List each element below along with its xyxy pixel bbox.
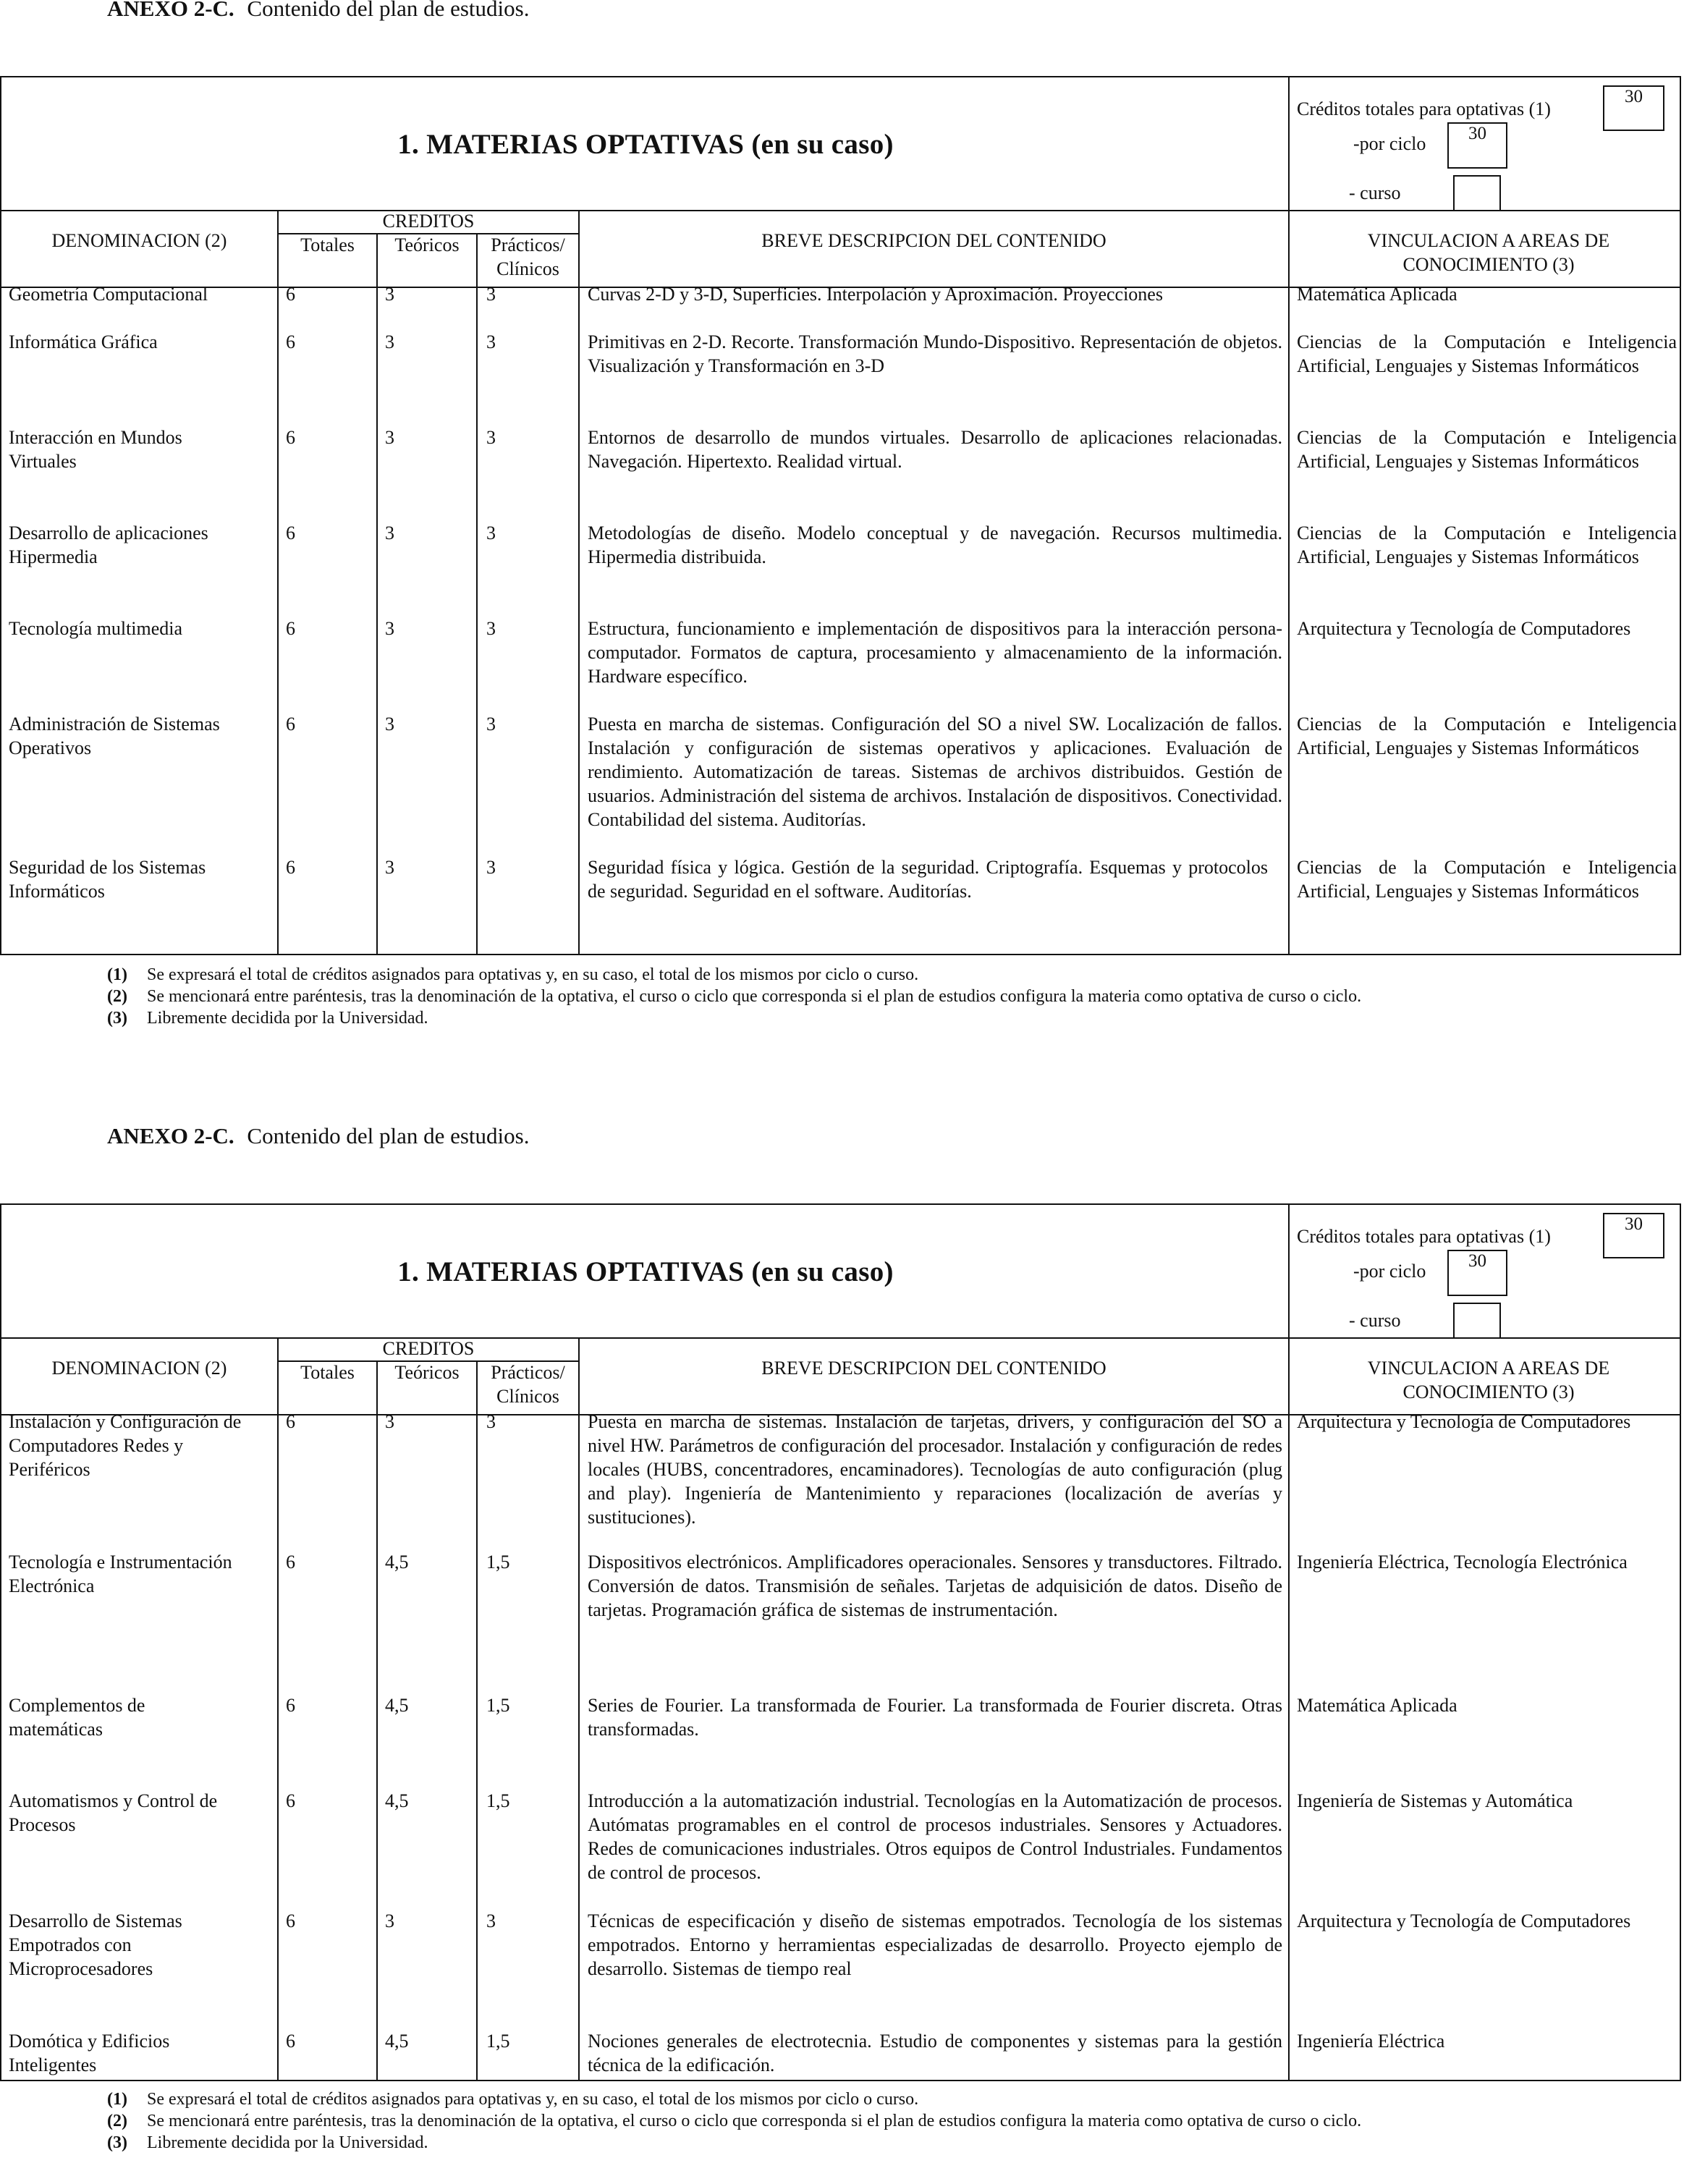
row-description: Dispositivos electrónicos. Amplificadores operacionales. Sensores y transductores. Filtrado. Conversión de datos. Transmisión de señales. Tarjetas de adquisición de datos. Diseño de tarjetas. Programación gráfica de sistemas de instrumentación. [588,1552,1282,1620]
header-name: DENOMINACION (2) [51,230,227,251]
divider-practice [578,1337,580,2080]
row-total: 6 [286,331,295,352]
credits-total-box: 30 [1603,1213,1664,1258]
footnotes [107,964,1627,1029]
footnotes [107,2088,1627,2154]
footnote-mark: (2) [107,2112,127,2130]
annex-label: ANEXO 2-C. [107,1123,234,1148]
row-description: Seguridad física y lógica. Gestión de la seguridad. Criptografía. Esquemas y protocolos de seguridad. Seguridad en el software. Auditorías. [588,857,1268,902]
row-areas: Ciencias de la Computación e Inteligencia Artificial, Lenguajes y Sistemas Informáticos [1297,427,1677,472]
row-total: 6 [286,1910,295,1931]
footnote-text: Se expresará el total de créditos asignados para optativas y, en su caso, el total de los mismos por ciclo o curso. [147,965,919,984]
row-practice: 3 [486,857,496,878]
divider-total [376,1360,378,2080]
header-credits: CREDITOS [382,211,475,232]
optional-subjects-table [0,1203,1681,2081]
footnote-mark: (1) [107,965,127,984]
page-title: 1. MATERIAS OPTATIVAS (en su caso) [397,1256,894,1287]
row-name: Informática Gráfica [9,331,158,352]
annex-heading [107,1123,529,1149]
row-total: 6 [286,1411,295,1432]
header-theory: Teóricos [394,1362,460,1383]
per-cycle-box: 30 [1447,122,1507,169]
row-name: Domótica y Edificios Inteligentes [9,2031,170,2075]
row-areas: Ciencias de la Computación e Inteligencia Artificial, Lenguajes y Sistemas Informáticos [1297,522,1677,567]
row-theory: 4,5 [385,1552,409,1573]
header-credits: CREDITOS [382,1338,475,1359]
footnote [107,2132,1627,2154]
divider-total [376,233,378,954]
row-practice: 1,5 [486,2031,510,2052]
row-practice: 1,5 [486,1695,510,1716]
row-total: 6 [286,1790,295,1811]
footnote [107,2110,1638,2132]
footnote-mark: (3) [107,2133,127,2152]
row-name: Desarrollo de Sistemas Empotrados con Microprocesadores [9,1910,182,1979]
page-title: 1. MATERIAS OPTATIVAS (en su caso) [397,129,894,160]
row-name: Interacción en Mundos Virtuales [9,427,182,472]
header-areas: VINCULACION A AREAS DE CONOCIMIENTO (3) [1367,1358,1610,1402]
footnote-text: Libremente decidida por la Universidad. [147,1009,428,1028]
row-description: Primitivas en 2-D. Recorte. Transformación Mundo-Dispositivo. Representación de objetos. Visualización y Transformación en 3-D [588,331,1282,376]
footnote-mark: (2) [107,987,127,1006]
row-areas: Ingeniería Eléctrica [1297,2031,1445,2052]
footnote [107,986,1638,1007]
row-theory: 4,5 [385,2031,409,2052]
row-theory: 4,5 [385,1790,409,1811]
divider-name [277,1337,279,2080]
header-description: BREVE DESCRIPCION DEL CONTENIDO [761,1358,1107,1379]
row-theory: 3 [385,714,394,735]
row-theory: 4,5 [385,1695,409,1716]
divider-right-block [1288,1205,1290,2080]
row-total: 6 [286,2031,295,2052]
row-description: Estructura, funcionamiento e implementación de dispositivos para la interacción persona-computador. Formatos de captura, procesamiento y almacenamiento de la información. Hardware específico. [588,618,1282,687]
header-practice: Prácticos/ Clínicos [491,234,565,279]
row-areas: Matemática Aplicada [1297,1695,1457,1716]
per-course-label: - curso [1349,182,1401,203]
per-cycle-label: -por ciclo [1353,133,1426,154]
row-practice: 3 [486,1411,496,1432]
header-practice: Prácticos/ Clínicos [491,1362,565,1407]
credits-total-label: Créditos totales para optativas (1) [1297,98,1551,119]
row-total: 6 [286,284,295,305]
row-areas: Arquitectura y Tecnología de Computadores [1297,1411,1631,1432]
divider-practice [578,210,580,954]
footnote [107,964,1627,986]
row-total: 6 [286,1695,295,1716]
row-theory: 3 [385,1910,394,1931]
row-practice: 3 [486,427,496,448]
footnote-text: Se mencionará entre paréntesis, tras la denominación de la optativa, el curso o ciclo que corresponda si el plan de estudios configura la materia como optativa de curso o ciclo. [147,2112,1362,2130]
row-areas: Ciencias de la Computación e Inteligencia Artificial, Lenguajes y Sistemas Informáticos [1297,714,1677,758]
row-description: Nociones generales de electrotecnia. Estudio de componentes y sistemas para la gestión técnica de la edificación. [588,2031,1282,2075]
row-description: Introducción a la automatización industrial. Tecnologías en la Automatización de procesos. Autómatas programables en el control de procesos industriales. Sensores y Actuadores. Redes de comunicaciones industriales. Otros equipos de Control Industriales. Fundamentos de control de procesos. [588,1790,1282,1883]
row-name: Complementos de matemáticas [9,1695,145,1740]
row-total: 6 [286,427,295,448]
row-areas: Ingeniería Eléctrica, Tecnología Electrónica [1297,1552,1628,1573]
row-areas: Ciencias de la Computación e Inteligencia Artificial, Lenguajes y Sistemas Informáticos [1297,331,1677,376]
header-areas: VINCULACION A AREAS DE CONOCIMIENTO (3) [1367,230,1610,275]
row-areas: Arquitectura y Tecnología de Computadores [1297,618,1631,639]
optional-subjects-table [0,76,1681,955]
row-theory: 3 [385,522,394,543]
row-name: Instalación y Configuración de Computadores Redes y Periféricos [9,1411,242,1480]
row-theory: 3 [385,618,394,639]
credits-total-label: Créditos totales para optativas (1) [1297,1226,1551,1247]
row-practice: 3 [486,284,496,305]
row-name: Automatismos y Control de Procesos [9,1790,218,1835]
row-practice: 3 [486,331,496,352]
header-separator [1,1337,1680,1339]
row-description: Curvas 2-D y 3-D, Superficies. Interpolación y Aproximación. Proyecciones [588,284,1163,305]
row-total: 6 [286,1552,295,1573]
row-practice: 1,5 [486,1790,510,1811]
credits-total-box: 30 [1603,85,1664,131]
header-total: Totales [300,1362,355,1383]
row-total: 6 [286,857,295,878]
row-practice: 3 [486,522,496,543]
footnote-mark: (3) [107,1009,127,1028]
row-name: Geometría Computacional [9,284,208,305]
row-practice: 1,5 [486,1552,510,1573]
row-theory: 3 [385,857,394,878]
divider-theory [476,233,478,954]
row-name: Desarrollo de aplicaciones Hipermedia [9,522,208,567]
row-description: Series de Fourier. La transformada de Fourier. La transformada de Fourier discreta. Otras transformadas. [588,1695,1282,1740]
header-theory: Teóricos [394,234,460,255]
row-total: 6 [286,618,295,639]
row-practice: 3 [486,618,496,639]
row-name: Tecnología e Instrumentación Electrónica [9,1552,232,1596]
row-areas: Ciencias de la Computación e Inteligencia Artificial, Lenguajes y Sistemas Informáticos [1297,857,1677,902]
row-description: Puesta en marcha de sistemas. Configuración del SO a nivel SW. Localización de fallos. Instalación y configuración de sistemas operativos y aplicaciones. Evaluación de rendimiento. Automatización de tareas. Sistemas de archivos distribuidos. Gestión de usuarios. Administración del sistema de archivos. Instalación de dispositivos. Conectividad. Contabilidad del sistema. Auditorías. [588,714,1282,830]
row-practice: 3 [486,1910,496,1931]
row-areas: Matemática Aplicada [1297,284,1457,305]
header-separator [1,210,1680,211]
row-theory: 3 [385,427,394,448]
per-cycle-label: -por ciclo [1353,1261,1426,1282]
row-name: Seguridad de los Sistemas Informáticos [9,857,206,902]
header-name: DENOMINACION (2) [51,1358,227,1379]
row-name: Administración de Sistemas Operativos [9,714,220,758]
divider-name [277,210,279,954]
row-name: Tecnología multimedia [9,618,183,639]
footnote [107,2088,1627,2110]
annex-label: ANEXO 2-C. [107,0,234,21]
row-description: Puesta en marcha de sistemas. Instalación de tarjetas, drivers, y configuración del SO a nivel HW. Parámetros de configuración del procesador. Instalación y configuración de redes locales (HUBS, concentradores, encaminadores). Tecnologías de auto configuración (plug and play). Ingeniería de Mantenimiento y reparaciones (localización de averías y sustituciones). [588,1411,1282,1528]
row-areas: Ingeniería de Sistemas y Automática [1297,1790,1573,1811]
row-theory: 3 [385,331,394,352]
footnote-mark: (1) [107,2090,127,2109]
annex-heading [107,0,529,22]
row-practice: 3 [486,714,496,735]
row-description: Técnicas de especificación y diseño de sistemas empotrados. Tecnología de los sistemas empotrados. Entorno y herramientas especializadas de desarrollo. Proyecto ejemplo de desarrollo. Sistemas de tiempo real [588,1910,1282,1979]
annex-title: Contenido del plan de estudios. [247,0,530,21]
header-description: BREVE DESCRIPCION DEL CONTENIDO [761,230,1107,251]
divider-theory [476,1360,478,2080]
row-theory: 3 [385,1411,394,1432]
annex-title: Contenido del plan de estudios. [247,1123,530,1148]
footnote-text: Se expresará el total de créditos asignados para optativas y, en su caso, el total de los mismos por ciclo o curso. [147,2090,919,2109]
row-description: Metodologías de diseño. Modelo conceptual y de navegación. Recursos multimedia. Hipermedia distribuida. [588,522,1282,567]
per-course-box [1453,175,1501,211]
row-areas: Arquitectura y Tecnología de Computadores [1297,1910,1631,1931]
footnote [107,1007,1627,1029]
per-course-label: - curso [1349,1310,1401,1331]
per-cycle-box: 30 [1447,1250,1507,1296]
per-course-box [1453,1303,1501,1339]
row-theory: 3 [385,284,394,305]
row-total: 6 [286,714,295,735]
footnote-text: Se mencionará entre paréntesis, tras la denominación de la optativa, el curso o ciclo que corresponda si el plan de estudios configura la materia como optativa de curso o ciclo. [147,987,1362,1006]
divider-right-block [1288,77,1290,954]
row-total: 6 [286,522,295,543]
row-description: Entornos de desarrollo de mundos virtuales. Desarrollo de aplicaciones relacionadas. Navegación. Hipertexto. Realidad virtual. [588,427,1282,472]
footnote-text: Libremente decidida por la Universidad. [147,2133,428,2152]
header-total: Totales [300,234,355,255]
